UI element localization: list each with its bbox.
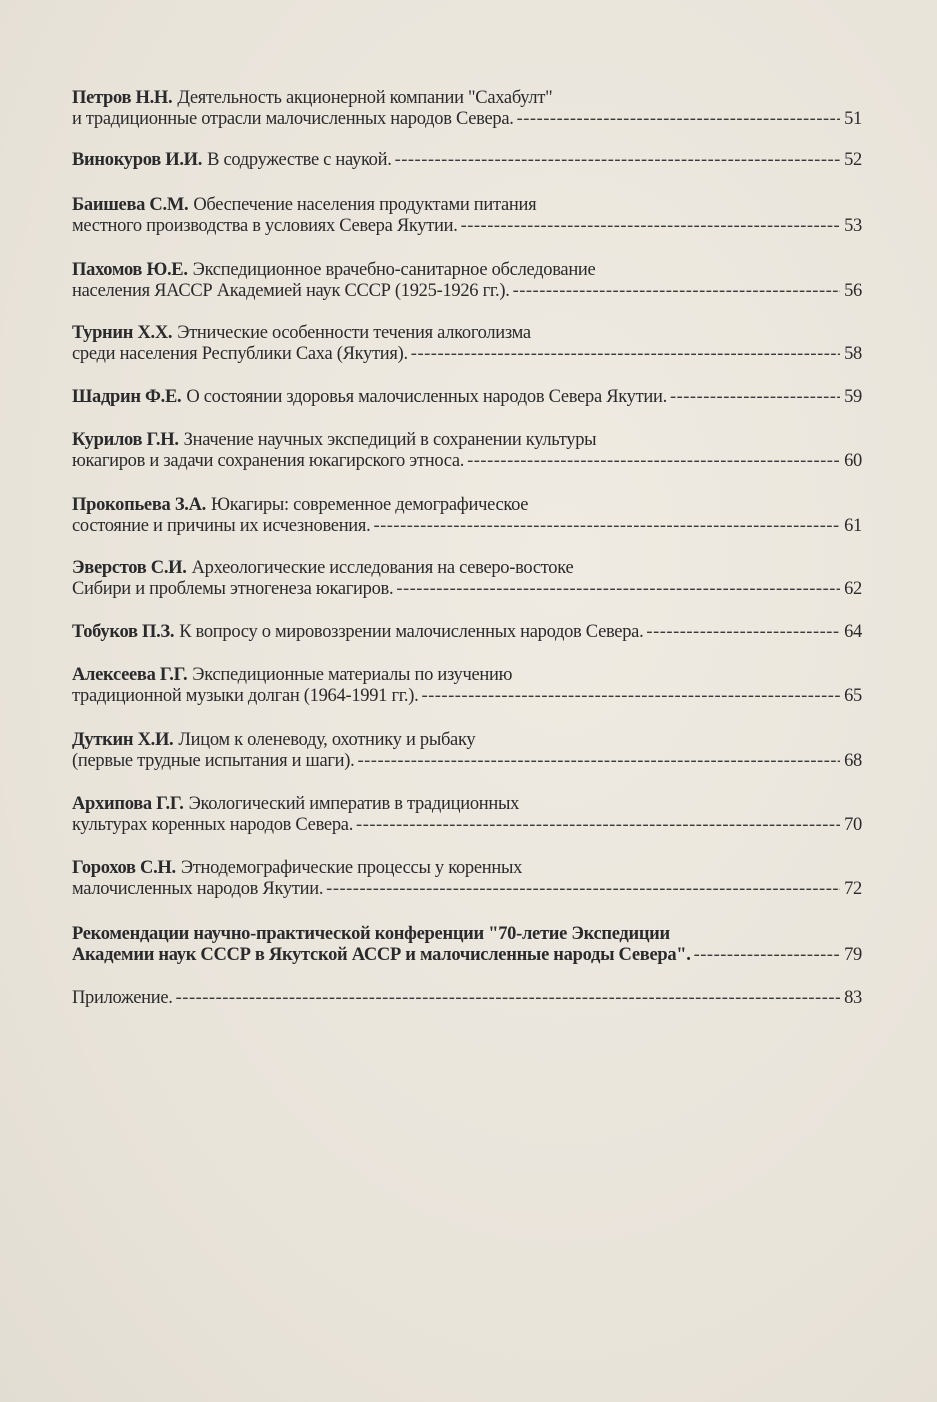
toc-dot-leader — [467, 451, 840, 472]
toc-page-number: 70 — [844, 815, 862, 835]
toc-entry-author: Дуткин Х.И. — [72, 730, 174, 750]
toc-dot-leader — [373, 516, 840, 537]
toc-entry[interactable] — [72, 730, 862, 772]
toc-entry-author: Горохов С.Н. — [72, 858, 176, 878]
toc-entry-title: Обеспечение населения продуктами питания — [193, 195, 537, 215]
toc-dot-leader — [411, 344, 840, 365]
toc-page-number: 59 — [844, 387, 862, 407]
toc-entry-line — [72, 579, 862, 600]
toc-dot-leader — [421, 686, 840, 707]
toc-entry-line — [72, 686, 862, 707]
toc-entry-line — [72, 858, 862, 879]
toc-page-number: 79 — [844, 945, 862, 965]
toc-entry-title: Этнические особенности течения алкоголизма — [177, 323, 531, 343]
toc-entry-line — [72, 195, 862, 216]
toc-entry-title: Археологические исследования на северо-востоке — [191, 558, 574, 578]
toc-entry[interactable] — [72, 323, 862, 365]
toc-entry[interactable] — [72, 665, 862, 707]
toc-entry-author: Курилов Г.Н. — [72, 430, 179, 450]
toc-entry-title: Экологический императив в традиционных — [188, 794, 520, 814]
toc-entry-title: Экспедиционные материалы по изучению — [192, 665, 513, 685]
toc-dot-leader — [517, 109, 840, 130]
toc-entry-title-continued: состояние и причины их исчезновения. — [72, 516, 371, 536]
toc-entry-line — [72, 558, 862, 579]
toc-entry-title: Юкагиры: современное демографическое — [211, 495, 529, 515]
toc-entry-title: Значение научных экспедиций в сохранении культуры — [183, 430, 597, 450]
toc-entry-title-continued: населения ЯАССР Академией наук СССР (1925-1926 гг.). — [72, 281, 510, 301]
toc-dot-leader — [513, 281, 841, 302]
toc-entry-title: О состоянии здоровья малочисленных народов Севера Якутии. — [186, 387, 667, 407]
toc-entry[interactable] — [72, 495, 862, 537]
toc-entry-line — [72, 924, 862, 945]
toc-entry-title: Приложение. — [72, 988, 173, 1008]
toc-dot-leader — [670, 387, 840, 408]
toc-page-number: 64 — [844, 622, 862, 642]
toc-entry-line — [72, 794, 862, 815]
toc-entry-line — [72, 260, 862, 281]
toc-entry-line — [72, 730, 862, 751]
toc-page-number: 53 — [844, 216, 862, 236]
toc-entry-title-continued: культурах коренных народов Севера. — [72, 815, 354, 835]
toc-entry[interactable] — [72, 858, 862, 900]
toc-entry-author: Шадрин Ф.Е. — [72, 387, 182, 407]
toc-entry[interactable] — [72, 988, 862, 1009]
toc-entry[interactable] — [72, 558, 862, 600]
toc-page-number: 65 — [844, 686, 862, 706]
toc-entry-line — [72, 988, 862, 1009]
toc-dot-leader — [396, 579, 840, 600]
toc-entry-title: Этнодемографические процессы у коренных — [180, 858, 523, 878]
toc-entry-line — [72, 516, 862, 537]
toc-page-number: 83 — [844, 988, 862, 1008]
toc-entry-title: Лицом к оленеводу, охотнику и рыбаку — [178, 730, 476, 750]
toc-entry-line — [72, 323, 862, 344]
toc-entry-author: Турнин Х.Х. — [72, 323, 173, 343]
toc-entry-title-continued: Сибири и проблемы этногенеза юкагиров. — [72, 579, 394, 599]
toc-entry-line — [72, 150, 862, 171]
toc-entry-author: Алексеева Г.Г. — [72, 665, 188, 685]
toc-entry[interactable] — [72, 88, 862, 130]
toc-entry-line — [72, 344, 862, 365]
toc-entry-line — [72, 945, 862, 966]
toc-dot-leader — [176, 988, 840, 1009]
toc-entry[interactable] — [72, 924, 862, 966]
toc-entry-title: Экспедиционное врачебно-санитарное обследование — [192, 260, 596, 280]
toc-entry-title-continued: (первые трудные испытания и шаги). — [72, 751, 355, 771]
toc-entry[interactable] — [72, 622, 862, 643]
toc-entry-line — [72, 815, 862, 836]
toc-page-number: 58 — [844, 344, 862, 364]
toc-dot-leader — [357, 751, 840, 772]
toc-page-number: 62 — [844, 579, 862, 599]
toc-dot-leader — [356, 815, 840, 836]
toc-entry-title-continued: юкагиров и задачи сохранения юкагирского этноса. — [72, 451, 465, 471]
toc-entry[interactable] — [72, 794, 862, 836]
toc-page-number: 60 — [844, 451, 862, 471]
toc-entry-line — [72, 665, 862, 686]
toc-entry-author: Пахомов Ю.Е. — [72, 260, 188, 280]
toc-entry-author: Тобуков П.З. — [72, 622, 175, 642]
toc-entry-line — [72, 622, 862, 643]
toc-entry-author: Прокопьева З.А. — [72, 495, 206, 515]
toc-dot-leader — [326, 879, 840, 900]
toc-entry-title: Деятельность акционерной компании "Сахабулт" — [177, 88, 553, 108]
toc-page-number: 51 — [844, 109, 862, 129]
toc-entry-author: Петров Н.Н. — [72, 88, 173, 108]
toc-entry-line — [72, 495, 862, 516]
toc-dot-leader — [461, 216, 841, 237]
toc-entry[interactable] — [72, 387, 862, 408]
toc-entry-title-continued: и традиционные отрасли малочисленных народов Севера. — [72, 109, 514, 129]
toc-entry-title-continued: местного производства в условиях Севера Якутии. — [72, 216, 458, 236]
toc-entry[interactable] — [72, 430, 862, 472]
toc-entry-author: Баишева С.М. — [72, 195, 189, 215]
toc-entry[interactable] — [72, 150, 862, 171]
toc-entry-line — [72, 430, 862, 451]
toc-entry-line — [72, 281, 862, 302]
toc-entry[interactable] — [72, 260, 862, 302]
toc-page-number: 68 — [844, 751, 862, 771]
toc-page-number: 61 — [844, 516, 862, 536]
toc-entry-line — [72, 751, 862, 772]
toc-entry-author: Винокуров И.И. — [72, 150, 203, 170]
toc-entry-line — [72, 387, 862, 408]
toc-entry-line — [72, 88, 862, 109]
toc-entry-line — [72, 109, 862, 130]
toc-dot-leader — [694, 945, 841, 966]
toc-page-number: 72 — [844, 879, 862, 899]
toc-entry[interactable] — [72, 195, 862, 237]
toc-entry-line — [72, 216, 862, 237]
toc-entry-line — [72, 879, 862, 900]
toc-page-number: 52 — [844, 150, 862, 170]
toc-entry-title-continued: среди населения Республики Саха (Якутия). — [72, 344, 408, 364]
toc-dot-leader — [646, 622, 840, 643]
toc-entry-author: Эверстов С.И. — [72, 558, 187, 578]
toc-entry-title-continued: малочисленных народов Якутии. — [72, 879, 324, 899]
toc-entry-title-continued: Академии наук СССР в Якутской АССР и малочисленные народы Севера". — [72, 945, 691, 965]
toc-page-number: 56 — [844, 281, 862, 301]
toc-entry-title-continued: традиционной музыки долган (1964-1991 гг.). — [72, 686, 419, 706]
toc-entry-author: Архипова Г.Г. — [72, 794, 184, 814]
toc-entry-line — [72, 451, 862, 472]
toc-dot-leader — [395, 150, 841, 171]
toc-entry-title: В содружестве с наукой. — [207, 150, 392, 170]
toc-entry-title: Рекомендации научно-практической конференции "70-летие Экспедиции — [72, 924, 670, 944]
toc-entry-title: К вопросу о мировоззрении малочисленных народов Севера. — [179, 622, 644, 642]
